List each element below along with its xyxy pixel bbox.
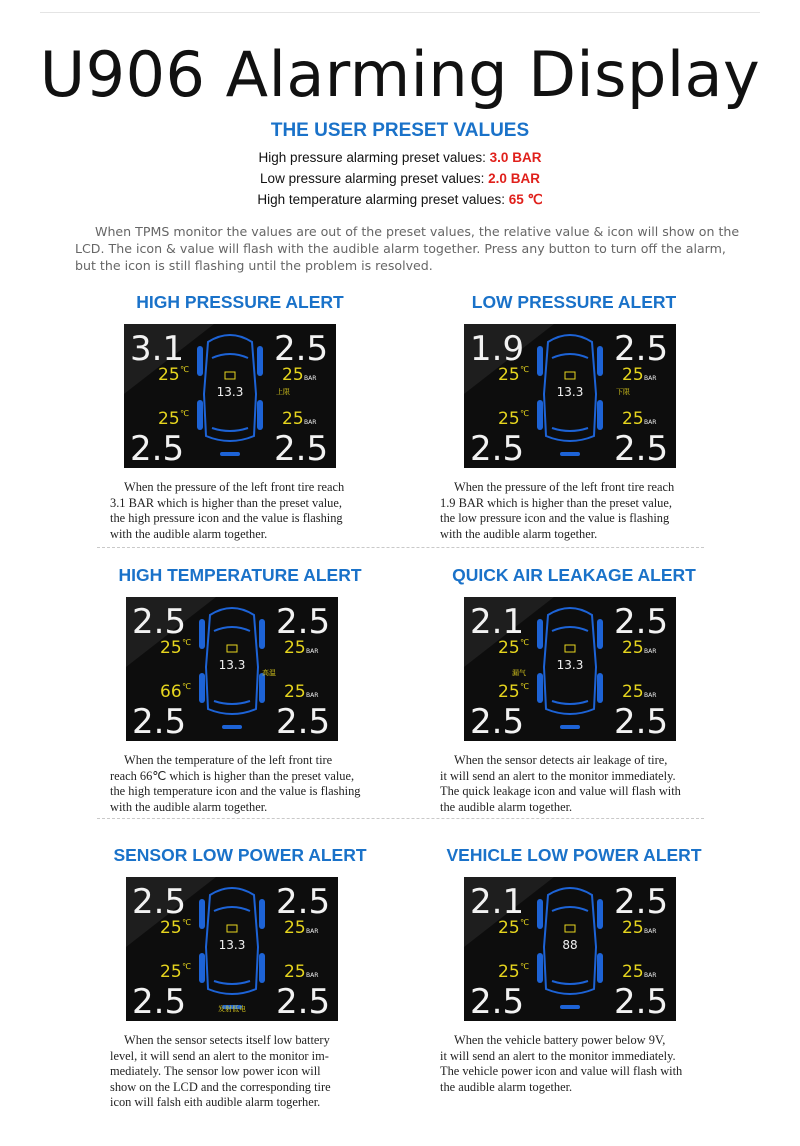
- celsius-mark: ℃: [520, 409, 529, 418]
- temperature-rear-left: 66: [160, 682, 182, 702]
- alert-title: LOW PRESSURE ALERT: [471, 292, 677, 312]
- alert-tag-label: 漏气: [512, 669, 526, 677]
- lcd-screen: [126, 597, 338, 741]
- alert-tag-label: 下限: [616, 388, 630, 396]
- temperature-front-left: 25: [498, 918, 520, 938]
- alert-title: SENSOR LOW POWER ALERT: [113, 845, 367, 865]
- page-title: U906 Alarming Display: [39, 38, 761, 111]
- preset-title: THE USER PRESET VALUES: [270, 120, 530, 141]
- tire-rear-left-icon: [537, 673, 543, 703]
- pressure-rear-right: 2.5: [614, 702, 669, 741]
- bar-unit: BAR: [644, 692, 657, 699]
- celsius-mark: ℃: [520, 638, 529, 647]
- bar-unit: BAR: [644, 648, 657, 655]
- preset-label: High pressure alarming preset values:: [258, 150, 486, 165]
- voltage-display: 13.3: [218, 658, 246, 672]
- description-line: reach 66℃ which is higher than the preset value,: [110, 768, 355, 783]
- description-line: with the audible alarm together.: [110, 799, 268, 814]
- description-line: When the pressure of the left front tire reach: [454, 480, 675, 494]
- tire-rear-right-icon: [257, 400, 263, 430]
- pressure-front-right: 2.5: [274, 329, 329, 369]
- pressure-front-right: 2.5: [276, 602, 331, 642]
- lcd-screen: [464, 877, 676, 1021]
- celsius-mark: ℃: [180, 409, 189, 418]
- preset-line-high-pressure: [0, 150, 800, 165]
- voltage-display: 13.3: [218, 938, 246, 952]
- bar-unit: BAR: [644, 928, 657, 935]
- temperature-rear-right: 25: [284, 682, 306, 702]
- bar-unit: BAR: [644, 375, 657, 382]
- description-line: When the vehicle battery power below 9V,: [454, 1033, 666, 1047]
- lcd-bottom-bar: [560, 452, 580, 456]
- celsius-mark: ℃: [182, 962, 191, 971]
- alert-description: [110, 1033, 410, 1111]
- pressure-front-left: 3.1: [130, 329, 185, 369]
- pressure-rear-right: 2.5: [276, 982, 331, 1021]
- pressure-rear-left: 2.5: [470, 429, 525, 468]
- celsius-mark: ℃: [520, 682, 529, 691]
- tire-front-left-icon: [199, 899, 205, 929]
- temperature-front-left: 25: [158, 365, 180, 385]
- temperature-rear-right: 25: [622, 409, 644, 429]
- description-line: 1.9 BAR which is higher than the preset value,: [440, 495, 672, 510]
- alert-description: [440, 1033, 740, 1095]
- description-line: the audible alarm together.: [440, 799, 573, 814]
- alert-title: QUICK AIR LEAKAGE ALERT: [452, 565, 696, 585]
- pressure-front-left: 2.1: [470, 882, 525, 922]
- tire-rear-left-icon: [537, 400, 543, 430]
- alert-title: VEHICLE LOW POWER ALERT: [446, 845, 702, 865]
- description-line: it will send an alert to the monitor immediately.: [440, 1048, 676, 1063]
- pressure-rear-left: 2.5: [130, 429, 185, 468]
- temperature-rear-right: 25: [622, 682, 644, 702]
- description-line: When the sensor setects itself low battery: [124, 1033, 330, 1047]
- alert-description: [110, 480, 410, 542]
- temperature-rear-left: 25: [160, 962, 182, 982]
- description-line: mediately. The sensor low power icon will: [110, 1064, 321, 1078]
- temperature-rear-left: 25: [498, 409, 520, 429]
- preset-line-low-pressure: [0, 171, 800, 186]
- tire-rear-right-icon: [597, 400, 603, 430]
- bar-unit: BAR: [644, 972, 657, 979]
- alert-description: [440, 753, 740, 815]
- bar-unit: BAR: [306, 692, 319, 699]
- temperature-front-right: 25: [284, 918, 306, 938]
- lcd-bottom-bar: [560, 1005, 580, 1009]
- description-line: level, it will send an alert to the monitor im-: [110, 1048, 329, 1063]
- alert-title: HIGH PRESSURE ALERT: [136, 292, 344, 312]
- tire-front-right-icon: [597, 346, 603, 376]
- temperature-rear-right: 25: [284, 962, 306, 982]
- voltage-display: 88: [562, 938, 578, 952]
- tire-rear-left-icon: [199, 953, 205, 983]
- tire-rear-right-icon: [597, 953, 603, 983]
- description-line: the high pressure icon and the value is flashing: [110, 511, 343, 525]
- pressure-rear-left: 2.5: [470, 702, 525, 741]
- pressure-front-right: 2.5: [276, 882, 331, 922]
- voltage-display: 13.3: [556, 658, 584, 672]
- tire-front-left-icon: [197, 346, 203, 376]
- pressure-rear-left: 2.5: [132, 702, 187, 741]
- description-line: When the pressure of the left front tire reach: [124, 480, 345, 494]
- voltage-display: 13.3: [216, 385, 244, 399]
- bar-unit: BAR: [304, 375, 317, 382]
- tire-front-left-icon: [537, 619, 543, 649]
- bar-unit: BAR: [304, 419, 317, 426]
- tire-front-right-icon: [259, 619, 265, 649]
- pressure-front-right: 2.5: [614, 602, 669, 642]
- tire-rear-left-icon: [197, 400, 203, 430]
- tire-rear-left-icon: [199, 673, 205, 703]
- bar-unit: BAR: [306, 928, 319, 935]
- preset-label: High temperature alarming preset values:: [257, 192, 505, 207]
- pressure-front-right: 2.5: [614, 329, 669, 369]
- preset-label: Low pressure alarming preset values:: [260, 171, 485, 186]
- temperature-rear-left: 25: [498, 962, 520, 982]
- celsius-mark: ℃: [182, 682, 191, 691]
- description-line: When the temperature of the left front tire: [124, 753, 333, 767]
- bar-unit: BAR: [306, 972, 319, 979]
- temperature-rear-left: 25: [158, 409, 180, 429]
- temperature-front-right: 25: [284, 638, 306, 658]
- pressure-rear-right: 2.5: [614, 982, 669, 1021]
- description-line: with the audible alarm together.: [110, 526, 268, 541]
- pressure-rear-right: 2.5: [274, 429, 329, 468]
- temperature-front-right: 25: [622, 638, 644, 658]
- top-divider: [40, 12, 760, 13]
- description-line: it will send an alert to the monitor immediately.: [440, 768, 676, 783]
- tire-rear-right-icon: [259, 953, 265, 983]
- description-line: 3.1 BAR which is higher than the preset value,: [110, 495, 342, 510]
- description-line: the low pressure icon and the value is flashing: [440, 511, 670, 525]
- tire-front-right-icon: [597, 619, 603, 649]
- preset-value: 2.0 BAR: [488, 171, 540, 186]
- pressure-rear-right: 2.5: [614, 429, 669, 468]
- celsius-mark: ℃: [520, 365, 529, 374]
- lcd-bottom-bar: [560, 725, 580, 729]
- alert-tag-label: 上限: [276, 388, 290, 396]
- tire-rear-right-icon: [597, 673, 603, 703]
- tire-rear-left-icon: [537, 953, 543, 983]
- pressure-rear-right: 2.5: [276, 702, 331, 741]
- lcd-screen: [464, 324, 676, 468]
- pressure-front-right: 2.5: [614, 882, 669, 922]
- tire-front-left-icon: [537, 899, 543, 929]
- pressure-front-left: 2.1: [470, 602, 525, 642]
- pressure-front-left: 1.9: [470, 329, 525, 369]
- lcd-screen: [464, 597, 676, 741]
- tire-front-right-icon: [259, 899, 265, 929]
- temperature-front-left: 25: [498, 638, 520, 658]
- preset-line-high-temperature: [0, 192, 800, 208]
- temperature-front-left: 25: [160, 918, 182, 938]
- celsius-mark: ℃: [520, 918, 529, 927]
- description-line: The vehicle power icon and value will flash with: [440, 1064, 683, 1078]
- tire-front-right-icon: [597, 899, 603, 929]
- celsius-mark: ℃: [182, 638, 191, 647]
- alert-description: [440, 480, 740, 542]
- lcd-screen: [126, 877, 338, 1021]
- section-divider: [97, 547, 704, 548]
- lcd-bottom-bar: [222, 725, 242, 729]
- lcd-bottom-bar: [220, 452, 240, 456]
- description-line: the high temperature icon and the value is flashing: [110, 784, 361, 798]
- section-divider: [97, 818, 704, 819]
- lcd-screen: [124, 324, 336, 468]
- temperature-rear-left: 25: [498, 682, 520, 702]
- temperature-front-right: 25: [282, 365, 304, 385]
- description-line: When the sensor detects air leakage of tire,: [454, 753, 668, 767]
- description-line: The quick leakage icon and value will flash with: [440, 784, 681, 798]
- alert-description: [110, 753, 410, 815]
- temperature-rear-right: 25: [622, 962, 644, 982]
- tire-rear-right-icon: [259, 673, 265, 703]
- temperature-front-right: 25: [622, 365, 644, 385]
- pressure-front-left: 2.5: [132, 602, 187, 642]
- temperature-front-left: 25: [160, 638, 182, 658]
- tire-front-right-icon: [257, 346, 263, 376]
- temperature-front-left: 25: [498, 365, 520, 385]
- alert-tag-label: 发射低电: [218, 1005, 246, 1013]
- description-line: with the audible alarm together.: [440, 526, 598, 541]
- preset-value: 3.0 BAR: [489, 150, 542, 165]
- pressure-front-left: 2.5: [132, 882, 187, 922]
- alert-tag-label: 高温: [262, 669, 276, 677]
- temperature-front-right: 25: [622, 918, 644, 938]
- bar-unit: BAR: [306, 648, 319, 655]
- pressure-rear-left: 2.5: [132, 982, 187, 1021]
- bar-unit: BAR: [644, 419, 657, 426]
- intro-paragraph: When TPMS monitor the values are out of the preset values, the relative value & icon will show on the LCD. The icon & value will flash with the audible alarm together. Press any button to turn off the alarm, but the icon is still flashing until the problem is resolved.: [75, 224, 740, 273]
- celsius-mark: ℃: [182, 918, 191, 927]
- temperature-rear-right: 25: [282, 409, 304, 429]
- celsius-mark: ℃: [180, 365, 189, 374]
- description-line: the audible alarm together.: [440, 1079, 573, 1094]
- description-line: icon will falsh eith audible alarm togerher.: [110, 1095, 321, 1109]
- preset-value: 65 ℃: [508, 192, 543, 207]
- description-line: show on the LCD and the corresponding tire: [110, 1079, 331, 1094]
- celsius-mark: ℃: [520, 962, 529, 971]
- tire-front-left-icon: [537, 346, 543, 376]
- tire-front-left-icon: [199, 619, 205, 649]
- voltage-display: 13.3: [556, 385, 584, 399]
- alert-title: HIGH TEMPERATURE ALERT: [118, 565, 362, 585]
- pressure-rear-left: 2.5: [470, 982, 525, 1021]
